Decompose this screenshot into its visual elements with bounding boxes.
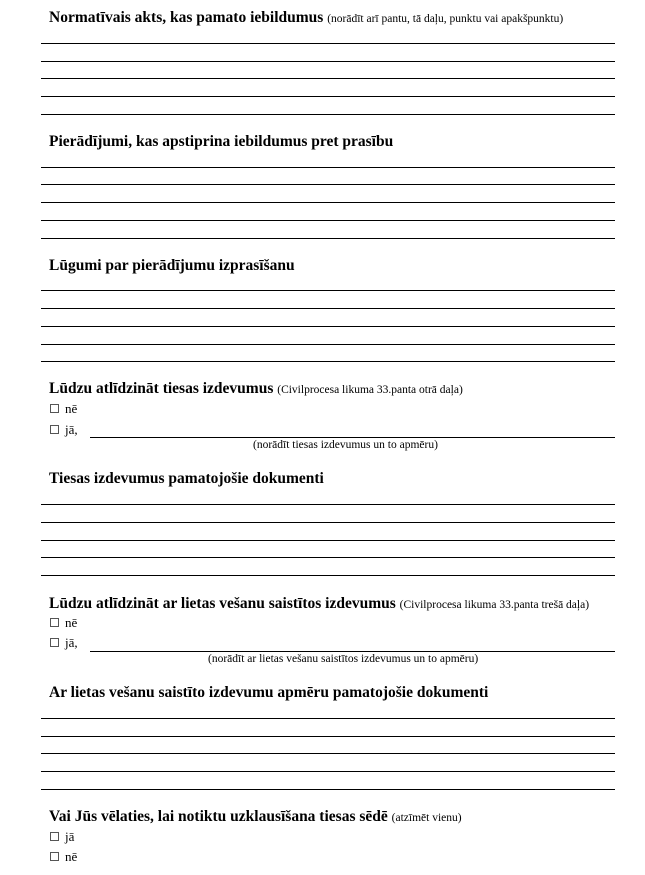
court-costs-docs-line-4[interactable] (41, 557, 615, 558)
case-costs-heading (49, 595, 589, 614)
court-costs-title: Lūdzu atlīdzināt tiesas izdevumus (49, 380, 274, 397)
normative-act-line-2[interactable] (41, 61, 615, 62)
case-costs-title: Lūdzu atlīdzināt ar lietas vešanu saistītos izdevumus (49, 595, 396, 612)
court-costs-caption: (norādīt tiesas izdevumus un to apmēru) (253, 439, 438, 451)
checkbox-icon[interactable] (50, 404, 59, 413)
hearing-option-yes-label: jā (65, 829, 75, 844)
court-costs-option-no-label: nē (65, 401, 78, 416)
court-costs-docs-line-5[interactable] (41, 575, 615, 576)
court-costs-docs-heading (49, 470, 324, 488)
checkbox-icon[interactable] (50, 638, 59, 647)
evidence-line-5[interactable] (41, 238, 615, 239)
court-costs-note: (Civilprocesa likuma 33.panta otrā daļa) (277, 384, 463, 396)
hearing-note: (atzīmēt vienu) (391, 812, 462, 824)
case-costs-caption: (norādīt ar lietas vešanu saistītos izdevumus un to apmēru) (208, 653, 479, 665)
evidence-line-3[interactable] (41, 202, 615, 203)
normative-act-line-4[interactable] (41, 96, 615, 97)
evidence-request-line-2[interactable] (41, 308, 615, 309)
normative-act-heading (49, 9, 563, 28)
court-costs-docs-line-1[interactable] (41, 504, 615, 505)
case-costs-docs-title: Ar lietas vešanu saistīto izdevumu apmēru pamatojošie dokumenti (49, 684, 489, 701)
court-costs-docs-line-3[interactable] (41, 540, 615, 541)
court-costs-option-yes-label: jā, (65, 422, 78, 437)
case-costs-docs-line-4[interactable] (41, 771, 615, 772)
case-costs-docs-heading (49, 684, 488, 702)
case-costs-fill-line[interactable] (90, 651, 615, 652)
hearing-option-no-label: nē (65, 849, 78, 864)
checkbox-icon[interactable] (50, 425, 59, 434)
normative-act-title: Normatīvais akts, kas pamato iebildumus (49, 9, 324, 26)
court-costs-option-no[interactable] (50, 401, 77, 416)
normative-act-line-1[interactable] (41, 43, 615, 44)
evidence-line-1[interactable] (41, 167, 615, 168)
evidence-request-line-4[interactable] (41, 344, 615, 345)
court-costs-option-yes[interactable] (50, 422, 78, 437)
case-costs-option-no[interactable] (50, 615, 77, 630)
evidence-request-heading (49, 257, 295, 275)
evidence-request-title: Lūgumi par pierādījumu izprasīšanu (49, 257, 295, 274)
normative-act-note: (norādīt arī pantu, tā daļu, punktu vai apakšpunktu) (327, 13, 564, 25)
evidence-line-4[interactable] (41, 220, 615, 221)
evidence-request-line-3[interactable] (41, 326, 615, 327)
hearing-title: Vai Jūs vēlaties, lai notiktu uzklausīšana tiesas sēdē (49, 808, 388, 825)
case-costs-option-no-label: nē (65, 615, 78, 630)
normative-act-line-3[interactable] (41, 78, 615, 79)
normative-act-line-5[interactable] (41, 114, 615, 115)
checkbox-icon[interactable] (50, 832, 59, 841)
checkbox-icon[interactable] (50, 852, 59, 861)
evidence-title: Pierādījumi, kas apstiprina iebildumus pret prasību (49, 133, 394, 150)
court-costs-heading (49, 380, 463, 399)
hearing-option-no[interactable] (50, 849, 77, 864)
court-costs-fill-line[interactable] (90, 437, 615, 438)
case-costs-docs-line-5[interactable] (41, 789, 615, 790)
case-costs-docs-line-1[interactable] (41, 718, 615, 719)
evidence-request-line-5[interactable] (41, 361, 615, 362)
case-costs-option-yes[interactable] (50, 635, 78, 650)
court-costs-docs-title: Tiesas izdevumus pamatojošie dokumenti (49, 470, 324, 487)
case-costs-option-yes-label: jā, (65, 635, 78, 650)
checkbox-icon[interactable] (50, 618, 59, 627)
hearing-option-yes[interactable] (50, 829, 74, 844)
court-costs-docs-line-2[interactable] (41, 522, 615, 523)
case-costs-note: (Civilprocesa likuma 33.panta trešā daļa) (399, 599, 590, 611)
case-costs-docs-line-3[interactable] (41, 753, 615, 754)
evidence-request-line-1[interactable] (41, 290, 615, 291)
hearing-heading (49, 808, 462, 827)
case-costs-docs-line-2[interactable] (41, 736, 615, 737)
evidence-line-2[interactable] (41, 184, 615, 185)
evidence-heading (49, 133, 393, 151)
